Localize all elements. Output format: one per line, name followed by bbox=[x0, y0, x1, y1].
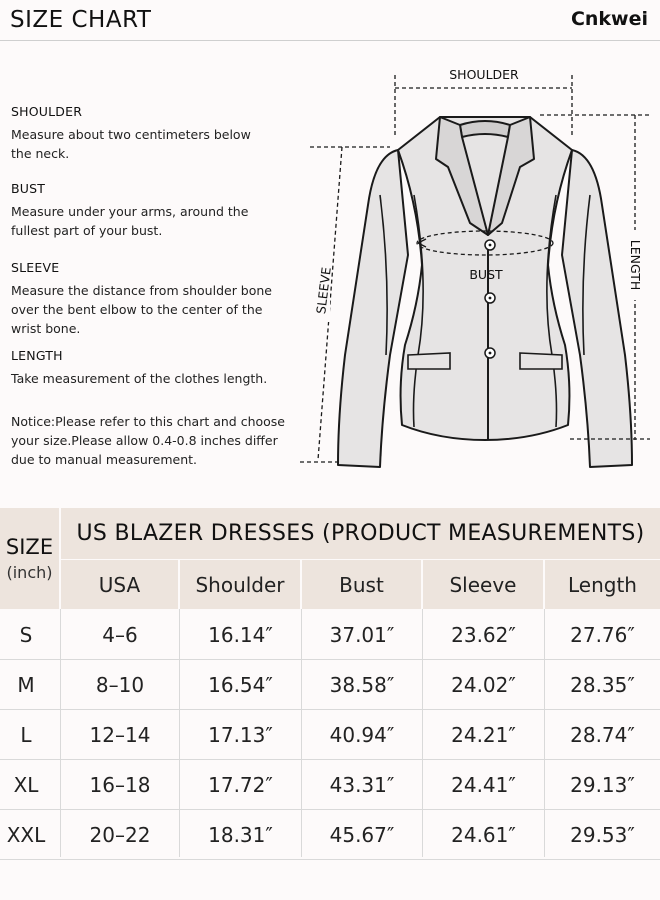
usa-cell: 16–18 bbox=[89, 772, 151, 797]
table-row bbox=[0, 660, 660, 710]
column-header-shoulder: Shoulder bbox=[180, 560, 300, 609]
column-header-length: Length bbox=[545, 560, 660, 609]
guide-heading: LENGTH bbox=[11, 348, 63, 363]
page-header bbox=[0, 0, 660, 41]
sleeve-cell: 24.02″ bbox=[451, 672, 516, 697]
length-cell: 28.74″ bbox=[570, 722, 635, 747]
guide-heading: SHOULDER bbox=[11, 104, 83, 119]
table-row bbox=[0, 760, 660, 810]
usa-cell: 20–22 bbox=[89, 822, 151, 847]
shoulder-label: SHOULDER bbox=[449, 67, 519, 82]
shoulder-cell: 17.72″ bbox=[208, 772, 273, 797]
bust-cell: 45.67″ bbox=[329, 822, 395, 847]
notice-text: Notice:Please refer to this chart and choose your size.Please allow 0.4-0.8 inches differ due to manual measurement. bbox=[11, 414, 285, 467]
brand-name: Cnkwei bbox=[570, 8, 648, 30]
size-cell: S bbox=[19, 622, 33, 647]
unit-label: (inch) bbox=[6, 563, 53, 582]
size-cell: XXL bbox=[6, 822, 46, 847]
guide-text: Measure under your arms, around the fullest part of your bust. bbox=[11, 204, 249, 238]
length-cell: 29.13″ bbox=[570, 772, 635, 797]
size-table bbox=[0, 508, 660, 860]
length-cell: 27.76″ bbox=[570, 622, 635, 647]
bust-cell: 37.01″ bbox=[329, 622, 395, 647]
sleeve-cell: 23.62″ bbox=[451, 622, 516, 647]
usa-cell: 12–14 bbox=[89, 722, 151, 747]
table-row bbox=[0, 610, 660, 660]
guide-heading: BUST bbox=[11, 181, 46, 196]
usa-cell: 8–10 bbox=[95, 672, 145, 697]
usa-cell: 4–6 bbox=[102, 622, 138, 647]
column-header-usa: USA bbox=[61, 560, 178, 609]
column-header-bust: Bust bbox=[302, 560, 421, 609]
page-title: SIZE CHART bbox=[10, 7, 152, 33]
sleeve-cell: 24.41″ bbox=[451, 772, 516, 797]
bust-cell: 40.94″ bbox=[329, 722, 395, 747]
sleeve-label: SLEEVE bbox=[313, 266, 334, 315]
bust-cell: 43.31″ bbox=[329, 772, 395, 797]
length-cell: 29.53″ bbox=[570, 822, 635, 847]
bust-cell: 38.58″ bbox=[329, 672, 395, 697]
bust-label: BUST bbox=[469, 267, 503, 282]
guide-text: Take measurement of the clothes length. bbox=[11, 371, 268, 386]
table-row bbox=[0, 710, 660, 760]
sleeve-cell: 24.21″ bbox=[451, 722, 516, 747]
guide-text: Measure about two centimeters below the neck. bbox=[11, 127, 251, 161]
guide-length bbox=[11, 348, 281, 388]
shoulder-cell: 16.54″ bbox=[208, 672, 273, 697]
guide-text: Measure the distance from shoulder bone over the bent elbow to the center of the wrist bone. bbox=[11, 283, 272, 336]
length-cell: 28.35″ bbox=[570, 672, 635, 697]
size-cell: XL bbox=[13, 772, 39, 797]
table-row bbox=[0, 810, 660, 860]
guide-shoulder bbox=[11, 104, 281, 163]
table-title: US BLAZER DRESSES (PRODUCT MEASUREMENTS) bbox=[61, 508, 660, 559]
guide-heading: SLEEVE bbox=[11, 260, 60, 275]
shoulder-cell: 18.31″ bbox=[208, 822, 273, 847]
shoulder-cell: 16.14″ bbox=[208, 622, 273, 647]
guide-sleeve bbox=[11, 260, 281, 338]
guide-bust bbox=[11, 181, 281, 240]
length-label: LENGTH bbox=[628, 239, 643, 291]
size-label: SIZE bbox=[5, 535, 54, 559]
shoulder-cell: 17.13″ bbox=[208, 722, 273, 747]
size-cell: M bbox=[17, 672, 35, 697]
sleeve-cell: 24.61″ bbox=[451, 822, 516, 847]
blazer-diagram-icon bbox=[290, 55, 655, 475]
size-cell: L bbox=[20, 722, 32, 747]
size-header bbox=[0, 508, 59, 609]
column-header-sleeve: Sleeve bbox=[423, 560, 543, 609]
